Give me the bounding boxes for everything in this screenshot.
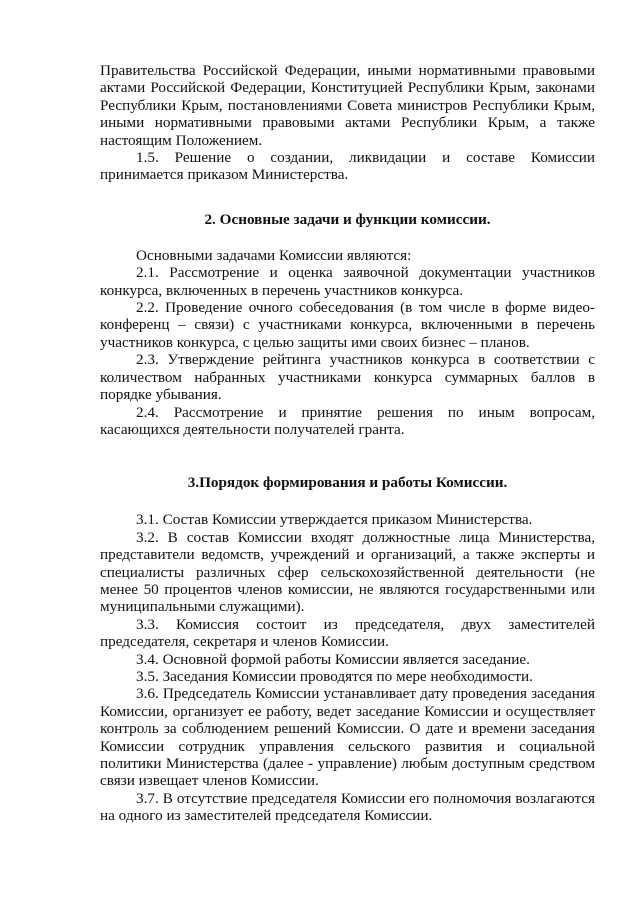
paragraph-3-1: 3.1. Состав Комиссии утверждается приказом Министерства. (136, 511, 533, 529)
paragraph-3-5: 3.5. Заседания Комиссии проводятся по мере необходимости. (136, 667, 533, 685)
section-2-heading: 2. Основные задачи и функции комиссии. (204, 210, 491, 228)
paragraph-3-7: 3.7. В отсутствие председателя Комиссии его полномочия возлагаются на одного из заместителей председателя Комиссии. (100, 789, 595, 825)
section-3-heading: 3.Порядок формирования и работы Комиссии. (187, 474, 508, 492)
paragraph-3-4: 3.4. Основной формой работы Комиссии является заседание. (136, 650, 530, 668)
paragraph-2-1: 2.1. Рассмотрение и оценка заявочной документации участников конкурса, включенных в перечень участников конкурса. (100, 264, 595, 299)
paragraph-3-3: 3.3. Комиссия состоит из председателя, двух заместителей председателя, секретаря и членов Комиссии. (100, 615, 595, 651)
paragraph-2-3: 2.3. Утверждение рейтинга участников конкурса в соответствии с количеством набранных участниками конкурса суммарных баллов в порядке убывания. (100, 351, 595, 404)
section-2-lead: Основными задачами Комиссии являются: (136, 246, 412, 264)
paragraph-3-2: 3.2. В состав Комиссии входят должностные лица Министерства, представители ведомств, учреждений и организаций, а также эксперты и специалисты различных сфер сельскохозяйственной деятельности (не менее 50 процентов членов комиссии, не являются государственными или муниципальными служащими). (100, 528, 595, 616)
paragraph-2-2: 2.2. Проведение очного собеседования (в том числе в форме видео-конференц – связи) с участниками конкурса, включенными в перечень участников конкурса, с целью защиты ими своих бизнес – планов. (100, 299, 595, 351)
paragraph-3-6: 3.6. Председатель Комиссии устанавливает дату проведения заседания Комиссии, организует ее работу, ведет заседание Комиссии и осуществляет контроль за соблюдением решений Комиссии. О дате и времени заседания Комиссии сотрудник управления сельского развития и социальной политики Министерства (далее - управление) любым доступным средством связи извещает членов Комиссии. (100, 685, 595, 790)
paragraph-1-5: 1.5. Решение о создании, ликвидации и составе Комиссии принимается приказом Министерства. (100, 149, 595, 184)
paragraph-2-4: 2.4. Рассмотрение и принятие решения по иным вопросам, касающихся деятельности получателей гранта. (100, 403, 595, 438)
paragraph-continuation: Правительства Российской Федерации, иными нормативными правовыми актами Российской Федерации, Конституцией Республики Крым, законами Республики Крым, постановлениями Совета министров Республики Крым, иными нормативными правовыми актами Республики Крым, а также настоящим Положением. (100, 62, 595, 149)
